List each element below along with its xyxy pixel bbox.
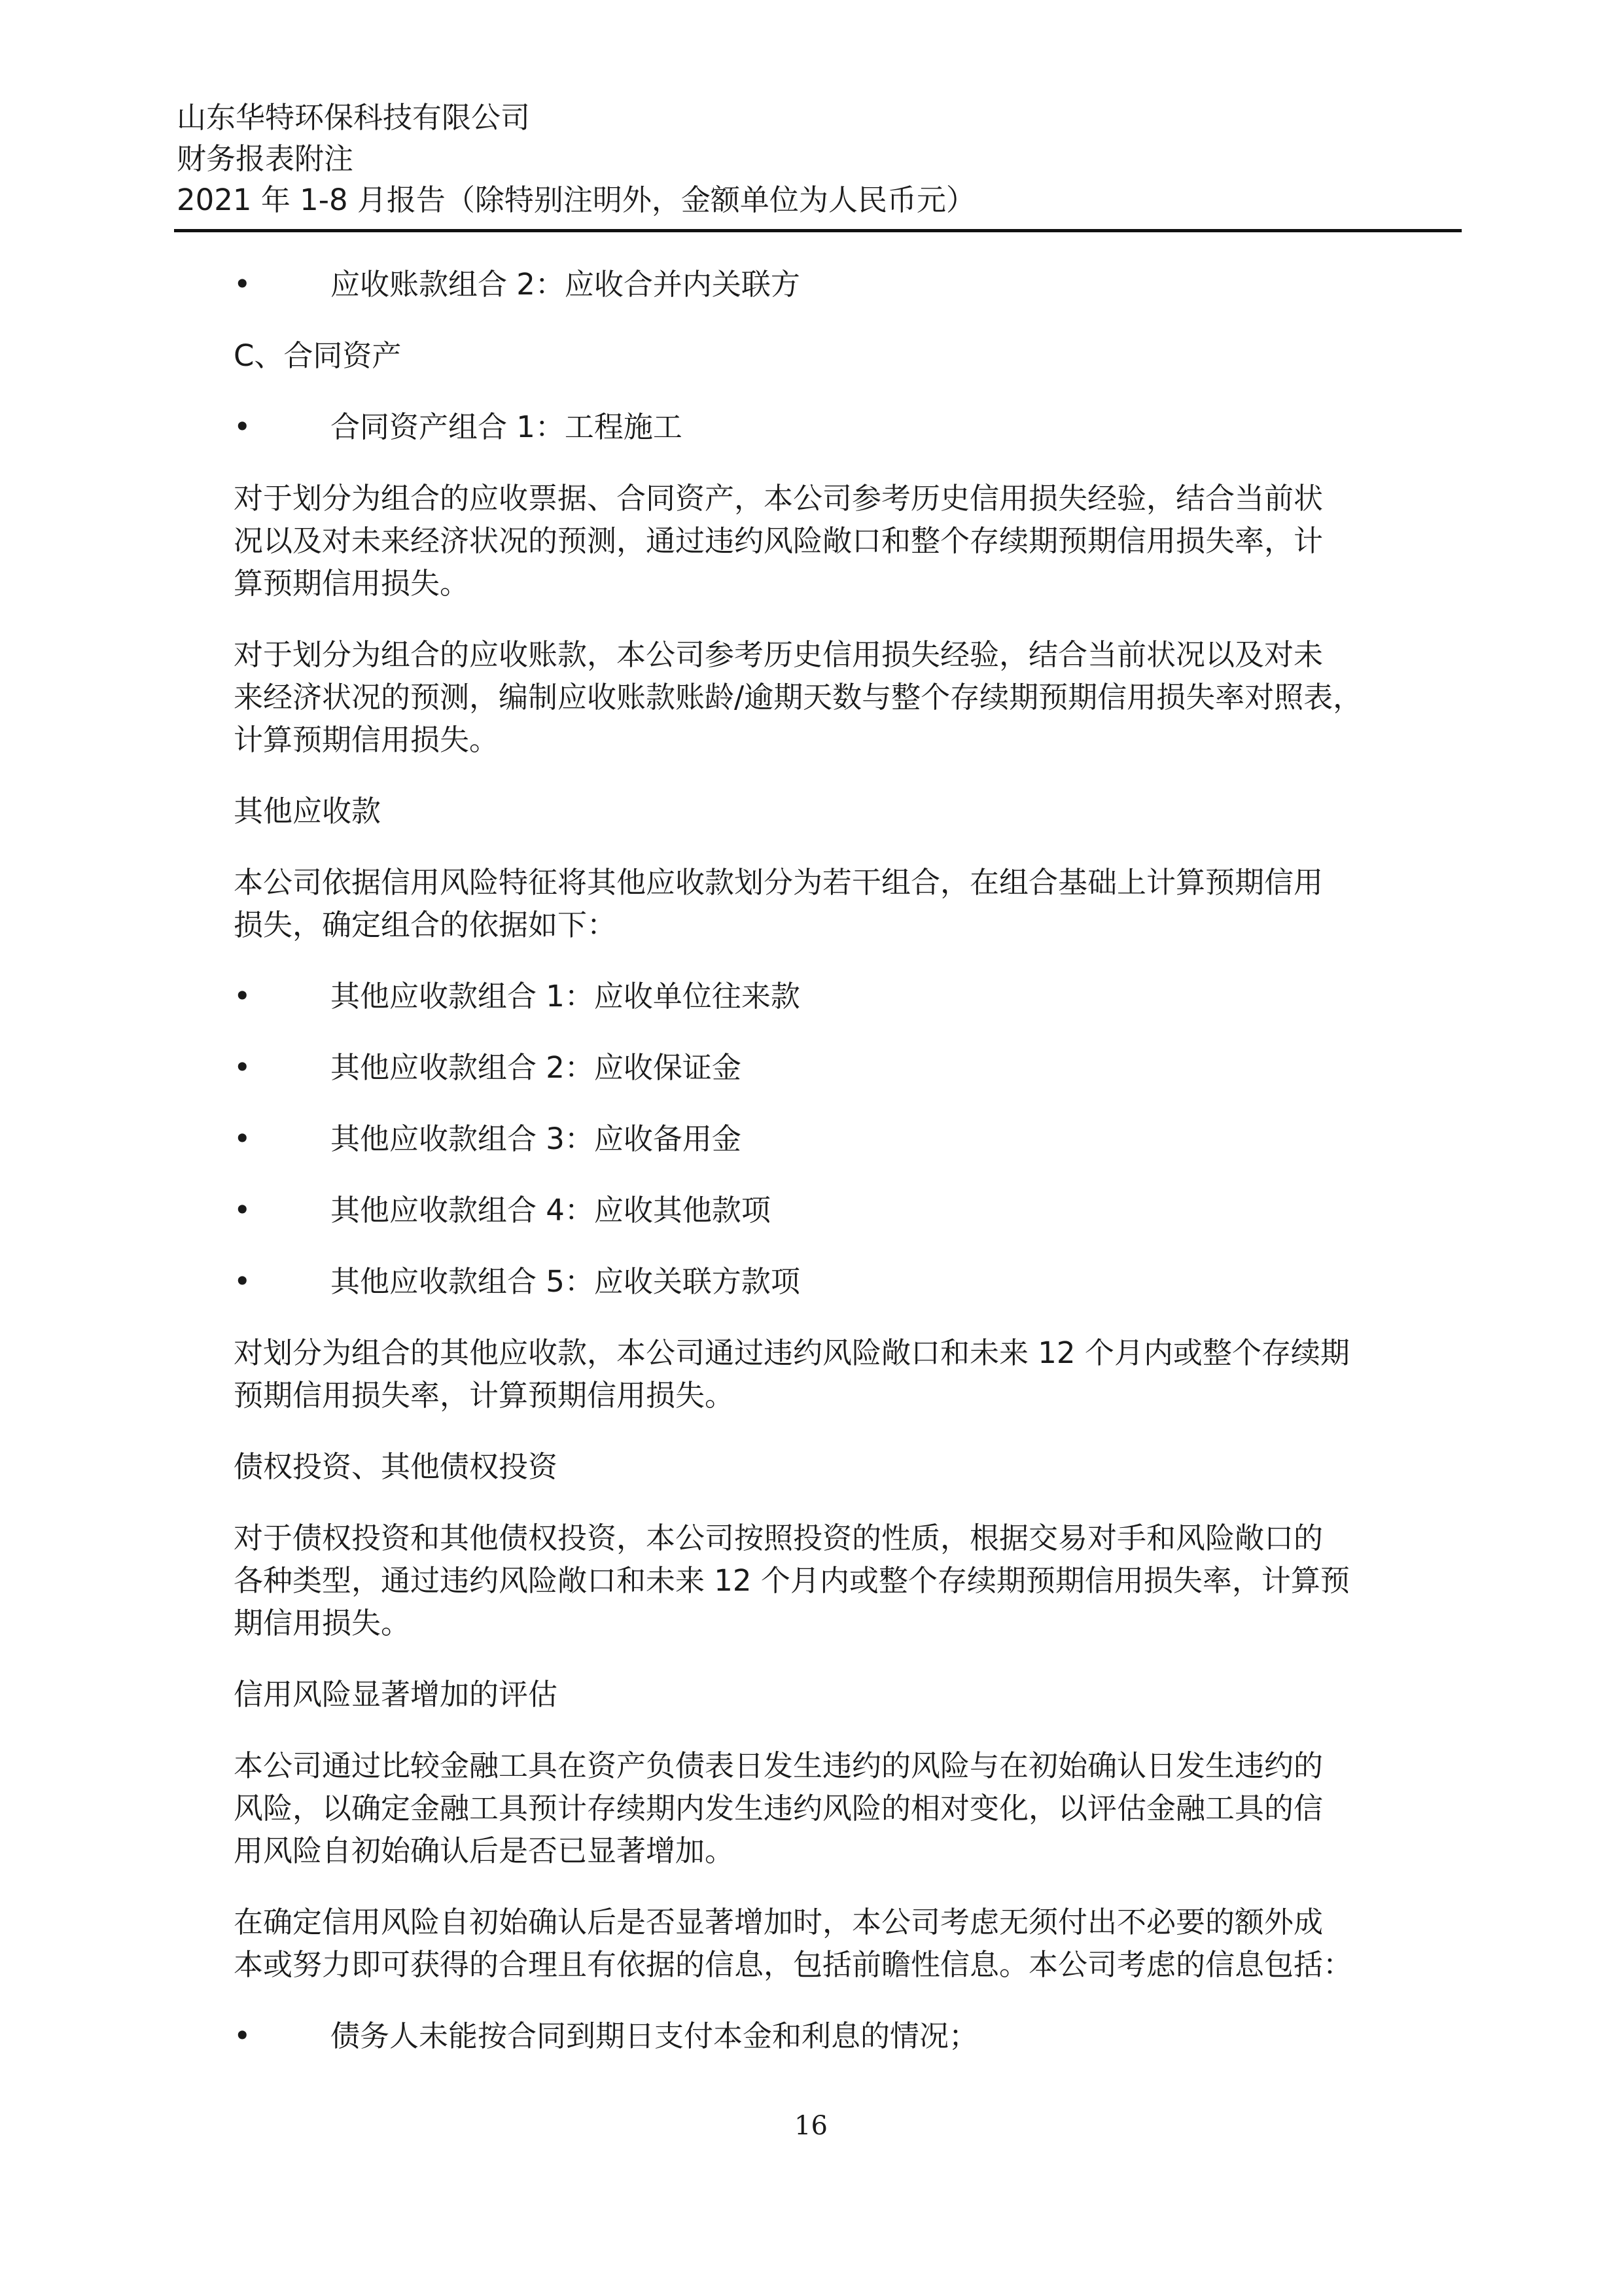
bullet-text: 债务人未能按合同到期日支付本金和利息的情况； bbox=[330, 2019, 979, 2053]
document-title: 财务报表附注 bbox=[177, 141, 354, 176]
bullet-dot-icon: • bbox=[234, 1050, 251, 1085]
bullet-text: 其他应收款组合 3：应收备用金 bbox=[330, 1122, 741, 1156]
bullet-item bbox=[234, 406, 1477, 448]
bullet-text: 其他应收款组合 2：应收保证金 bbox=[330, 1050, 741, 1085]
section-heading: 其他应收款 bbox=[234, 794, 381, 828]
bullet-dot-icon: • bbox=[234, 1193, 251, 1227]
paragraph: 对于划分为组合的应收账款，本公司参考历史信用损失经验，结合当前状况以及对未 来经济状况的预测，编制应收账款账龄/逾期天数与整个存续期预期信用损失率对照表， 计算预期信用损失。 bbox=[234, 637, 1363, 757]
bullet-dot-icon: • bbox=[234, 410, 251, 444]
bullet-text: 其他应收款组合 5：应收关联方款项 bbox=[330, 1264, 800, 1299]
bullet-dot-icon: • bbox=[234, 979, 251, 1014]
paragraph: C、合同资产 bbox=[234, 338, 402, 373]
bullet-item bbox=[234, 1260, 1477, 1303]
page-header bbox=[177, 97, 1462, 221]
bullet-dot-icon: • bbox=[234, 1264, 251, 1299]
section-heading: 信用风险显著增加的评估 bbox=[234, 1677, 558, 1712]
header-divider bbox=[174, 229, 1462, 232]
bullet-item bbox=[234, 263, 1477, 306]
paragraph: 在确定信用风险自初始确认后是否显著增加时，本公司考虑无须付出不必要的额外成 本或努力即可获得的合理且有依据的信息，包括前瞻性信息。本公司考虑的信息包括： bbox=[234, 1905, 1353, 1982]
paragraph: 本公司通过比较金融工具在资产负债表日发生违约的风险与在初始确认日发生违约的 风险，以确定金融工具预计存续期内发生违约风险的相对变化，以评估金融工具的信 用风险自初始确认后是否已显著增加。 bbox=[234, 1748, 1324, 1868]
paragraph: 对于债权投资和其他债权投资，本公司按照投资的性质，根据交易对手和风险敞口的 各种类型，通过违约风险敞口和未来 12 个月内或整个存续期预期信用损失率，计算预 期信用损失。 bbox=[234, 1521, 1350, 1640]
bullet-dot-icon: • bbox=[234, 267, 251, 302]
bullet-item bbox=[234, 1189, 1477, 1231]
bullet-text: 其他应收款组合 1：应收单位往来款 bbox=[330, 979, 800, 1014]
company-name: 山东华特环保科技有限公司 bbox=[177, 100, 531, 135]
bullet-item bbox=[234, 975, 1477, 1017]
page-number: 16 bbox=[794, 2111, 828, 2141]
bullet-item bbox=[234, 2015, 1477, 2057]
report-period-note: 2021 年 1-8 月报告（除特别注明外，金额单位为人民币元） bbox=[177, 183, 976, 217]
bullet-text: 合同资产组合 1：工程施工 bbox=[330, 410, 682, 444]
bullet-dot-icon: • bbox=[234, 2019, 251, 2053]
bullet-item bbox=[234, 1046, 1477, 1089]
section-heading: 债权投资、其他债权投资 bbox=[234, 1449, 558, 1484]
bullet-dot-icon: • bbox=[234, 1122, 251, 1156]
bullet-text: 应收账款组合 2：应收合并内关联方 bbox=[330, 267, 800, 302]
bullet-text: 其他应收款组合 4：应收其他款项 bbox=[330, 1193, 771, 1227]
paragraph: 对于划分为组合的应收票据、合同资产，本公司参考历史信用损失经验，结合当前状 况以及对未来经济状况的预测，通过违约风险敞口和整个存续期预期信用损失率，计 算预期信用损失。 bbox=[234, 481, 1324, 601]
document-body bbox=[234, 263, 1477, 2086]
paragraph: 本公司依据信用风险特征将其他应收款划分为若干组合，在组合基础上计算预期信用 损失，确定组合的依据如下： bbox=[234, 865, 1324, 942]
bullet-item bbox=[234, 1118, 1477, 1160]
paragraph: 对划分为组合的其他应收款，本公司通过违约风险敞口和未来 12 个月内或整个存续期 预期信用损失率，计算预期信用损失。 bbox=[234, 1335, 1350, 1413]
